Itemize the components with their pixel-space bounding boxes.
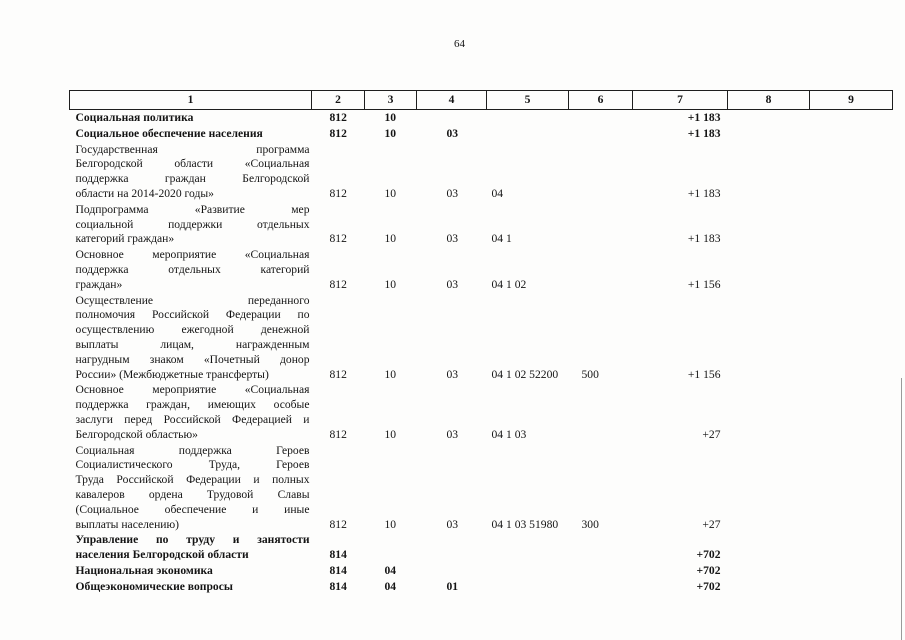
description-line: России» (Межбюджетные трансферты) — [75, 367, 269, 381]
section-code-cell: 04 — [384, 563, 397, 577]
column-8-cell — [728, 443, 810, 533]
section-code-cell: 10 — [384, 427, 397, 441]
expense-type-cell — [569, 563, 633, 579]
target-article-cell — [487, 579, 569, 595]
description-line: социальной поддержки отдельных — [75, 217, 310, 231]
page-number: 64 — [454, 38, 465, 50]
column-header-1: 1 — [70, 91, 312, 110]
table-row — [70, 293, 893, 383]
description-line: Осуществление переданного — [75, 293, 310, 307]
section-code-cell: 10 — [384, 232, 397, 246]
description-line: населения Белгородской области — [75, 548, 249, 562]
table-row — [70, 126, 893, 142]
column-9-cell — [810, 126, 893, 142]
description-line: Белгородской области «Социальная — [75, 157, 310, 171]
expense-type-cell — [569, 110, 633, 126]
amount-cell: +1 156 — [687, 367, 721, 381]
column-9-cell — [810, 443, 893, 533]
target-article-cell: 04 1 02 52200 — [491, 367, 559, 381]
subsection-code-cell: 03 — [446, 126, 459, 140]
description-line: Социальное обеспечение населения — [75, 126, 263, 140]
scan-edge-line — [901, 378, 902, 640]
column-8-cell — [728, 142, 810, 202]
column-header-4: 4 — [417, 91, 487, 110]
target-article-cell: 04 1 02 — [491, 277, 527, 291]
description-line: выплаты лицам, награжденным — [75, 337, 310, 351]
amount-cell: +1 183 — [687, 126, 721, 140]
section-code-cell: 10 — [384, 126, 397, 140]
column-9-cell — [810, 110, 893, 126]
amount-cell: +1 183 — [687, 111, 721, 124]
column-8-cell — [728, 563, 810, 579]
subsection-code-cell: 03 — [446, 186, 459, 200]
table-row — [70, 142, 893, 202]
description-line: поддержка граждан, имеющих особые — [75, 398, 310, 412]
description-line: осуществлению ежегодной денежной — [75, 323, 310, 337]
row-description — [70, 126, 312, 142]
column-8-cell — [728, 532, 810, 563]
row-description — [70, 202, 312, 247]
amount-cell: +27 — [702, 517, 721, 531]
subsection-code-cell: 03 — [446, 427, 459, 441]
description-line: области на 2014-2020 годы» — [75, 186, 214, 200]
section-code-cell: 10 — [384, 517, 397, 531]
row-description — [70, 563, 312, 579]
row-description — [70, 247, 312, 292]
column-8-cell — [728, 579, 810, 595]
amount-cell: +27 — [702, 427, 721, 441]
budget-table — [69, 90, 893, 595]
column-header-2: 2 — [312, 91, 365, 110]
description-line: категорий граждан» — [75, 232, 175, 246]
column-header-7: 7 — [633, 91, 728, 110]
description-line: Труда Российской Федерации и полных — [75, 473, 310, 487]
description-line: Социальная политика — [75, 111, 194, 124]
description-line: нагрудным знаком «Почетный донор — [75, 352, 310, 366]
description-line: Подпрограмма «Развитие мер — [75, 202, 310, 216]
amount-cell: +702 — [696, 579, 721, 593]
column-8-cell — [728, 110, 810, 126]
subsection-code-cell: 03 — [446, 277, 459, 291]
column-9-cell — [810, 563, 893, 579]
table-row — [70, 532, 893, 563]
table-row — [70, 579, 893, 595]
subsection-code-cell: 03 — [446, 232, 459, 246]
description-line: граждан» — [75, 277, 123, 291]
expense-type-cell — [569, 532, 633, 563]
subsection-code-cell: 03 — [446, 367, 459, 381]
ministry-code-cell: 814 — [329, 579, 347, 593]
column-header-8: 8 — [728, 91, 810, 110]
column-9-cell — [810, 532, 893, 563]
description-line: Социальная поддержка Героев — [75, 443, 310, 457]
target-article-cell — [487, 563, 569, 579]
description-line: (Социальное обеспечение и иные — [75, 502, 310, 516]
expense-type-cell — [569, 382, 633, 442]
column-9-cell — [810, 382, 893, 442]
expense-type-cell — [569, 202, 633, 247]
expense-type-cell — [569, 126, 633, 142]
description-line: Социалистического Труда, Героев — [75, 458, 310, 472]
row-description — [70, 142, 312, 202]
amount-cell: +1 156 — [687, 277, 721, 291]
target-article-cell — [487, 532, 569, 563]
section-code-cell: 10 — [384, 277, 397, 291]
subsection-code-cell — [417, 563, 487, 579]
column-9-cell — [810, 247, 893, 292]
row-description — [70, 579, 312, 595]
ministry-code-cell: 812 — [329, 277, 347, 291]
description-line: Государственная программа — [75, 142, 310, 156]
amount-cell: +1 183 — [687, 232, 721, 246]
section-code-cell: 04 — [384, 579, 397, 593]
target-article-cell — [487, 110, 569, 126]
description-line: заслуги перед Российской Федерацией и — [75, 412, 310, 426]
column-8-cell — [728, 382, 810, 442]
description-line: Основное мероприятие «Социальная — [75, 383, 310, 397]
subsection-code-cell — [417, 110, 487, 126]
column-header-9: 9 — [810, 91, 893, 110]
amount-cell: +702 — [696, 548, 721, 562]
ministry-code-cell: 814 — [329, 548, 347, 562]
ministry-code-cell: 812 — [329, 517, 347, 531]
ministry-code-cell: 812 — [329, 186, 347, 200]
target-article-cell: 04 — [491, 186, 504, 200]
description-line: полномочия Российской Федерации по — [75, 308, 310, 322]
subsection-code-cell — [417, 532, 487, 563]
table-header — [70, 91, 893, 110]
row-description — [70, 382, 312, 442]
column-8-cell — [728, 126, 810, 142]
subsection-code-cell: 01 — [446, 579, 459, 593]
ministry-code-cell: 812 — [329, 427, 347, 441]
description-line: выплаты населению) — [75, 517, 180, 531]
ministry-code-cell: 812 — [329, 232, 347, 246]
row-description — [70, 532, 312, 563]
row-description — [70, 443, 312, 533]
description-line: Белгородской областью» — [75, 427, 198, 441]
description-line: поддержка отдельных категорий — [75, 262, 310, 276]
section-code-cell — [365, 532, 417, 563]
table-row — [70, 443, 893, 533]
target-article-cell: 04 1 03 — [491, 427, 527, 441]
table-row — [70, 247, 893, 292]
row-description — [70, 110, 312, 126]
expense-type-cell — [569, 247, 633, 292]
expense-type-cell: 300 — [581, 517, 599, 531]
description-line: Основное мероприятие «Социальная — [75, 248, 310, 262]
column-9-cell — [810, 202, 893, 247]
column-header-5: 5 — [487, 91, 569, 110]
header-row — [70, 91, 893, 110]
target-article-cell: 04 1 — [491, 232, 512, 246]
description-line: Национальная экономика — [75, 563, 213, 577]
section-code-cell: 10 — [384, 186, 397, 200]
column-9-cell — [810, 579, 893, 595]
amount-cell: +1 183 — [687, 186, 721, 200]
table-row — [70, 563, 893, 579]
description-line: поддержка граждан Белгородской — [75, 172, 310, 186]
description-line: Управление по труду и занятости — [75, 533, 310, 547]
column-header-3: 3 — [365, 91, 417, 110]
column-8-cell — [728, 247, 810, 292]
ministry-code-cell: 812 — [329, 367, 347, 381]
table-row — [70, 110, 893, 126]
ministry-code-cell: 814 — [329, 563, 347, 577]
subsection-code-cell: 03 — [446, 517, 459, 531]
column-8-cell — [728, 293, 810, 383]
column-9-cell — [810, 293, 893, 383]
expense-type-cell — [569, 579, 633, 595]
table-body — [70, 110, 893, 595]
column-9-cell — [810, 142, 893, 202]
row-description — [70, 293, 312, 383]
section-code-cell: 10 — [384, 111, 397, 124]
expense-type-cell — [569, 142, 633, 202]
ministry-code-cell: 812 — [329, 111, 347, 124]
target-article-cell — [487, 126, 569, 142]
table-row — [70, 202, 893, 247]
column-header-6: 6 — [569, 91, 633, 110]
amount-cell: +702 — [696, 563, 721, 577]
ministry-code-cell: 812 — [329, 126, 347, 140]
expense-type-cell: 500 — [581, 367, 599, 381]
target-article-cell: 04 1 03 51980 — [491, 517, 559, 531]
section-code-cell: 10 — [384, 367, 397, 381]
column-8-cell — [728, 202, 810, 247]
table-row — [70, 382, 893, 442]
description-line: кавалеров ордена Трудовой Славы — [75, 487, 310, 501]
description-line: Общеэкономические вопросы — [75, 579, 233, 593]
